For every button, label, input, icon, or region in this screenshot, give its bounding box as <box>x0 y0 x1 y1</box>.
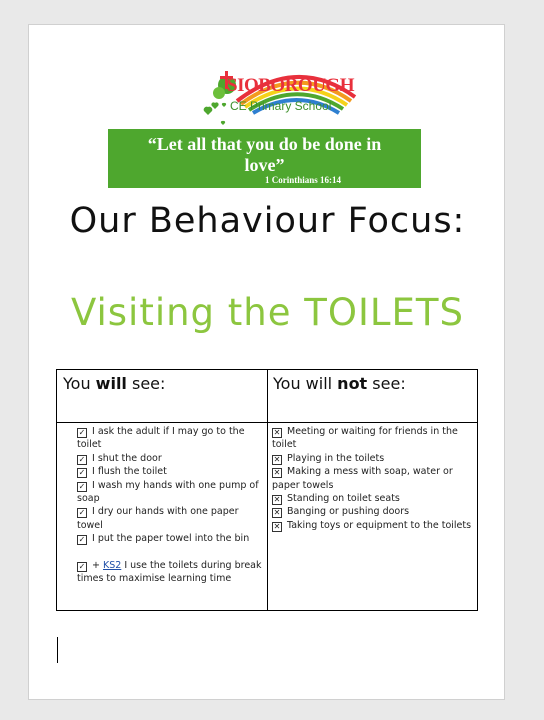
ks2-prefix: + <box>92 559 103 571</box>
ks2-link[interactable]: KS2 <box>102 559 122 571</box>
checked-box-icon: ✓ <box>78 468 86 478</box>
will-not-header-prefix: You will <box>273 374 338 393</box>
checked-box-icon: ✓ <box>78 508 86 518</box>
crossed-box-icon: ✕ <box>273 521 281 531</box>
page-subtitle: Visiting the TOILETS <box>70 291 465 334</box>
crossed-box-icon: ✕ <box>273 495 281 505</box>
will-item-text: I dry our hands with one paper towel <box>77 506 239 531</box>
banner-reference: 1 Corinthians 16:14 <box>264 175 341 185</box>
table-column-divider <box>267 370 268 610</box>
will-see-list <box>77 425 263 585</box>
will-see-header <box>63 374 165 393</box>
text-cursor[interactable] <box>57 637 58 663</box>
will-not-header-suffix: see: <box>367 374 406 393</box>
will-item-text: I put the paper towel into the bin <box>92 533 250 545</box>
will-item-text: I wash my hands with one pump of soap <box>77 479 259 505</box>
list-item <box>77 505 263 532</box>
crossed-box-icon: ✕ <box>273 508 281 518</box>
will-header-prefix: You <box>63 374 96 393</box>
will-not-header-bold: not <box>337 374 368 393</box>
logo-school-subtitle: CE Primary School <box>230 99 332 113</box>
will-header-bold: will <box>95 374 127 393</box>
list-item <box>77 465 263 478</box>
list-item <box>272 465 474 492</box>
banner-quote: “Let all that you do be done in love” <box>147 134 382 175</box>
document-page <box>28 24 505 700</box>
will-not-see-header <box>273 374 406 393</box>
will-header-suffix: see: <box>126 374 166 393</box>
will-not-item-text: Taking toys or equipment to the toilets <box>287 519 472 531</box>
quote-banner <box>108 129 421 188</box>
list-item <box>77 425 263 452</box>
will-item-text: I shut the door <box>92 452 162 464</box>
list-item-ks2 <box>77 559 263 586</box>
will-not-item-text: Playing in the toilets <box>287 452 385 464</box>
crossed-box-icon: ✕ <box>273 454 281 464</box>
checked-box-icon: ✓ <box>78 481 86 491</box>
will-not-item-text: Banging or pushing doors <box>287 506 410 518</box>
ks2-text: I use the toilets during break times to maximise learning time <box>77 559 262 585</box>
checked-box-icon: ✓ <box>78 428 86 437</box>
checked-box-icon: ✓ <box>78 535 86 545</box>
list-item <box>272 452 474 465</box>
page-title: Our Behaviour Focus: <box>69 201 466 241</box>
will-not-item-text: Meeting or waiting for friends in the toilet <box>272 426 458 451</box>
crossed-box-icon: ✕ <box>273 428 281 437</box>
list-item <box>272 519 474 532</box>
table-header-divider <box>57 422 477 423</box>
logo-school-name: SIOBOROUGH <box>227 75 354 96</box>
list-item <box>77 452 263 465</box>
will-item-text: I ask the adult if I may go to the toilet <box>77 426 245 451</box>
will-not-item-text: Making a mess with soap, water or paper towels <box>272 466 453 491</box>
will-item-text: I flush the toilet <box>92 466 167 478</box>
will-not-item-text: Standing on toilet seats <box>287 493 400 505</box>
list-item <box>77 532 263 545</box>
list-item <box>272 492 474 505</box>
list-item <box>77 479 263 506</box>
will-not-see-list <box>272 425 474 532</box>
checked-box-icon: ✓ <box>78 561 86 571</box>
list-item <box>272 425 474 452</box>
list-item <box>272 505 474 518</box>
checked-box-icon: ✓ <box>78 454 86 464</box>
crossed-box-icon: ✕ <box>273 468 281 478</box>
behaviour-table <box>56 369 478 611</box>
